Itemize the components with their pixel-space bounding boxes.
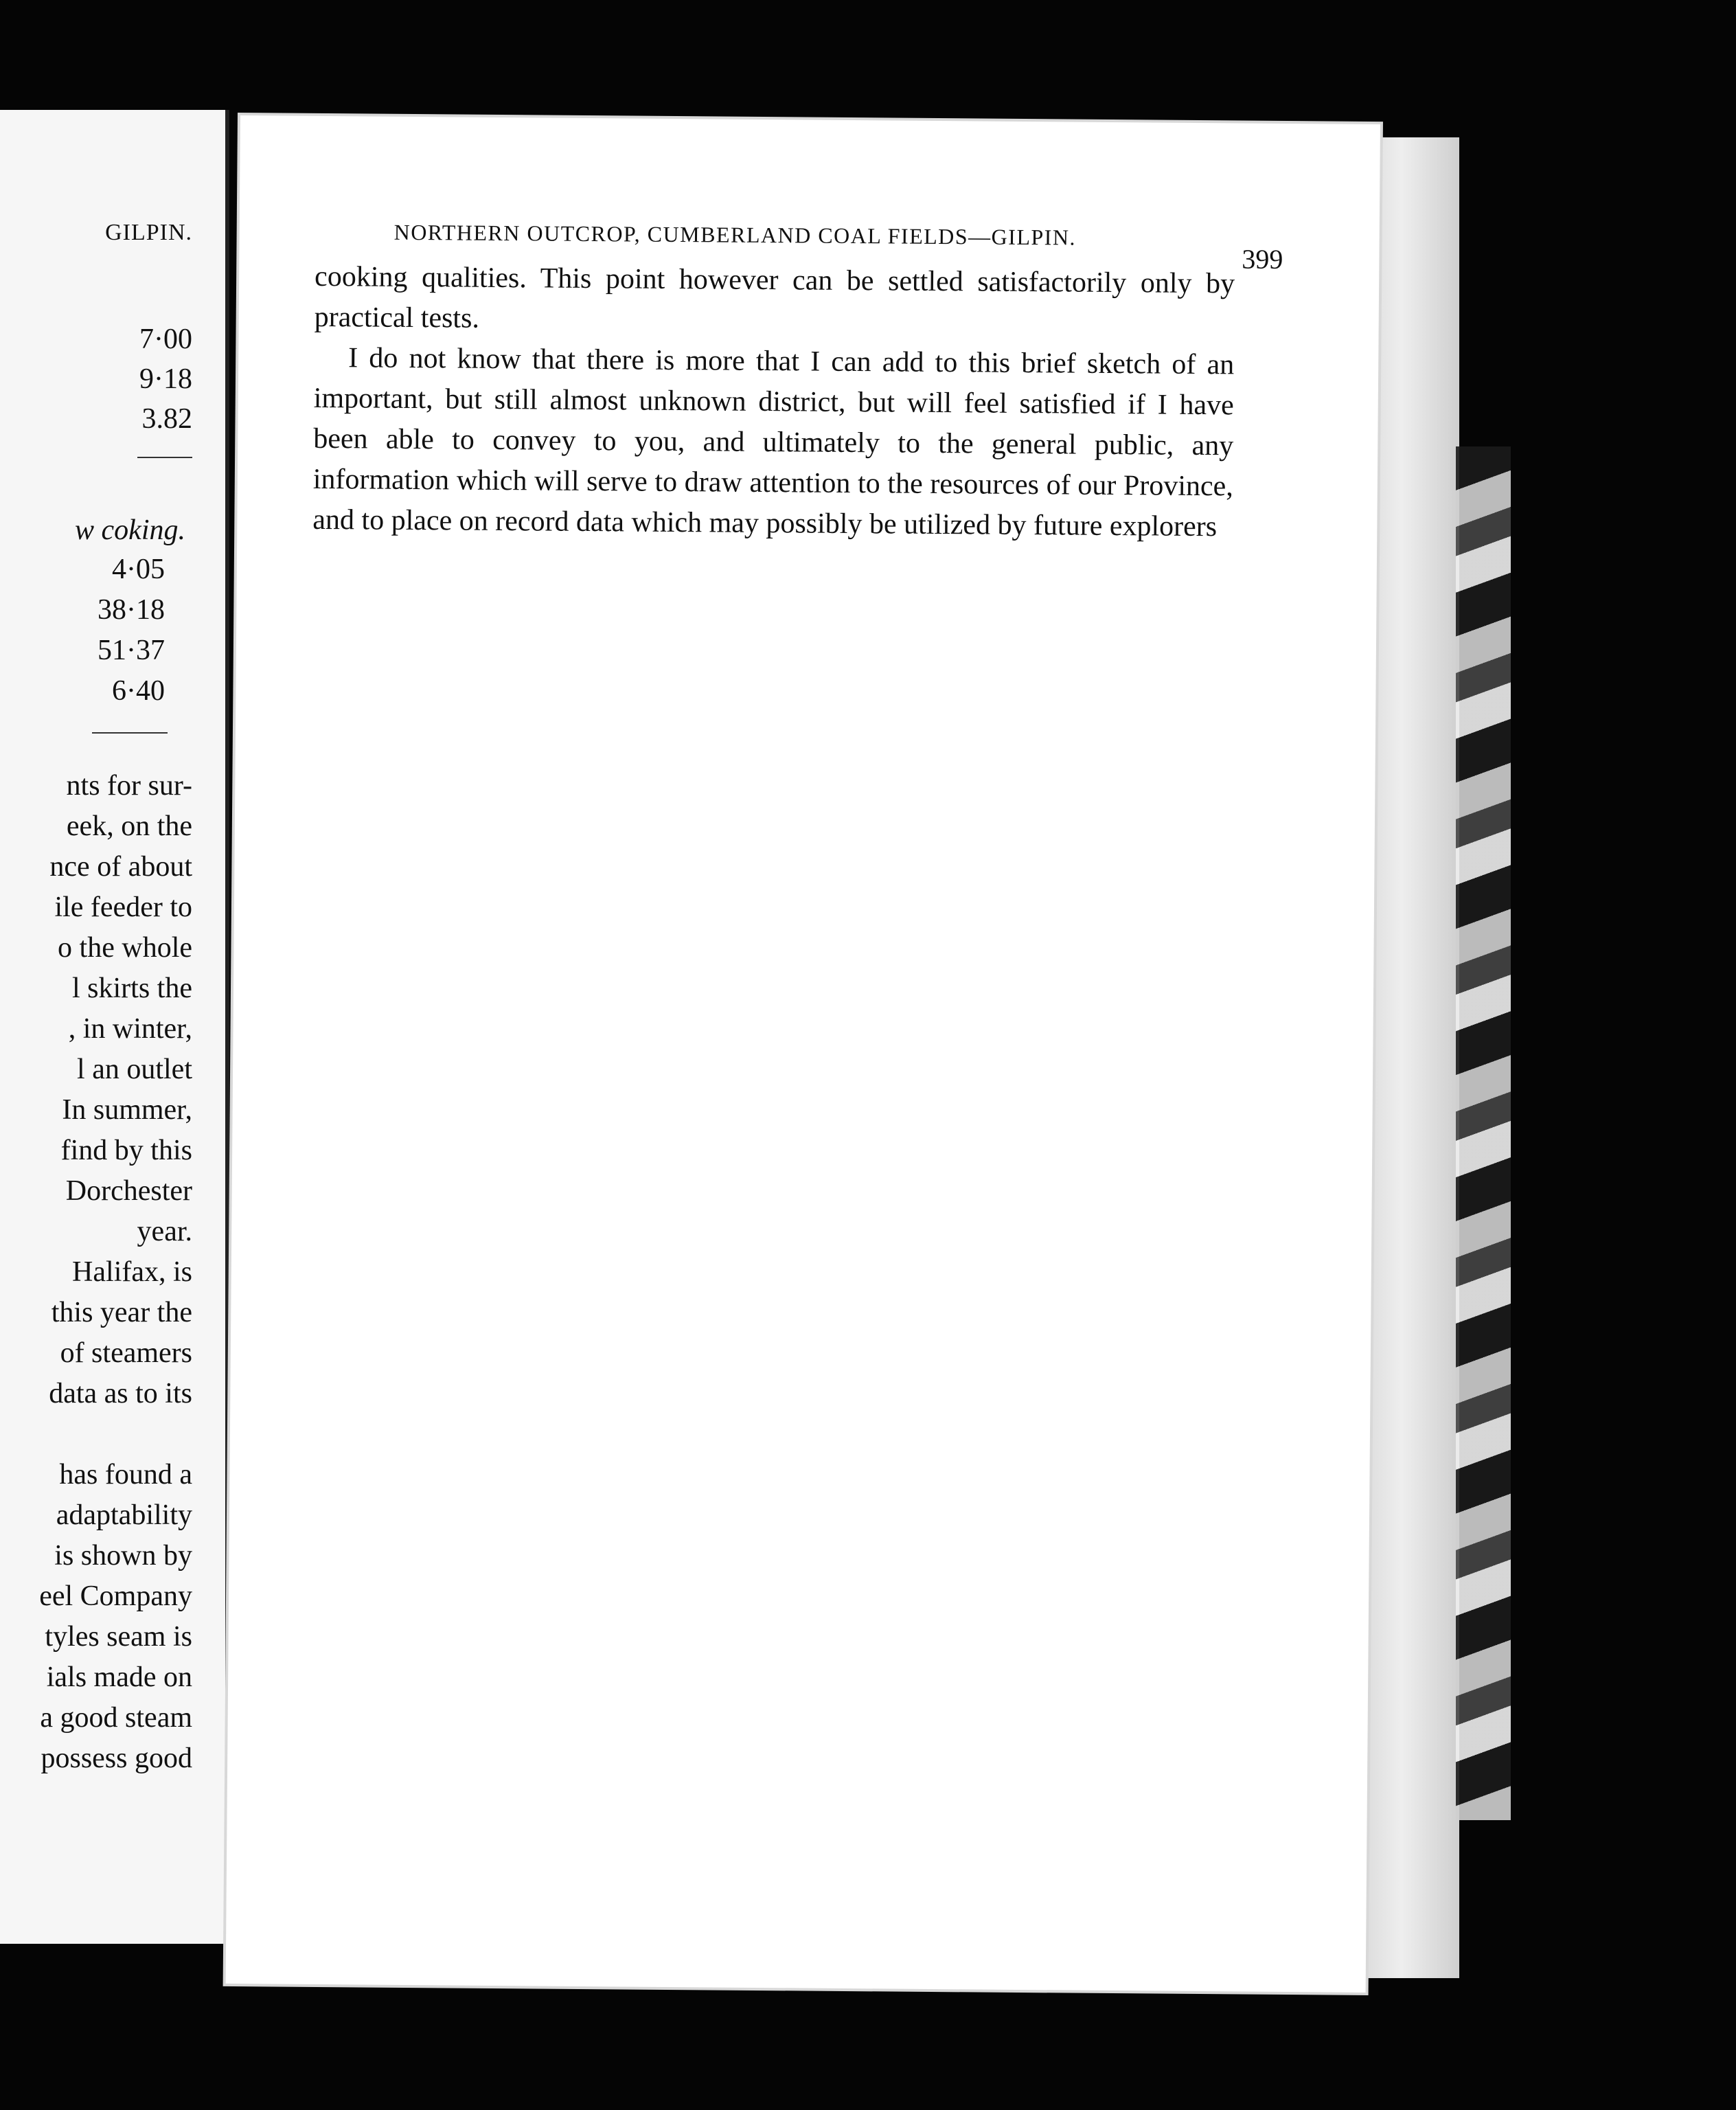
left-line: data as to its <box>49 1378 192 1409</box>
left-value: 4·05 <box>112 554 165 585</box>
left-line: ile feeder to <box>54 892 192 923</box>
left-line: year. <box>137 1216 192 1247</box>
left-italic-label: w coking. <box>75 514 185 546</box>
left-rule <box>92 732 168 734</box>
left-value: 7·00 <box>139 324 192 355</box>
left-value: 51·37 <box>98 635 165 666</box>
body-text <box>312 257 1235 548</box>
left-line: eel Company <box>39 1580 192 1612</box>
left-line: find by this <box>60 1135 192 1166</box>
left-value: 6·40 <box>112 675 165 707</box>
left-line: has found a <box>59 1459 192 1490</box>
left-line: l skirts the <box>72 973 192 1004</box>
left-value: 9·18 <box>139 363 192 395</box>
left-line: Halifax, is <box>72 1256 192 1288</box>
left-line: a good steam <box>40 1702 192 1734</box>
left-line: ials made on <box>46 1661 192 1693</box>
left-page-text <box>39 766 192 1779</box>
main-page <box>226 115 1380 1993</box>
left-value: 38·18 <box>98 594 165 626</box>
left-line: possess good <box>41 1743 192 1774</box>
left-page-header: GILPIN. <box>105 220 192 245</box>
left-line: adaptability <box>56 1499 192 1531</box>
left-line: nts for sur- <box>66 770 192 802</box>
running-head: NORTHERN OUTCROP, CUMBERLAND COAL FIELDS—GILPIN. <box>393 219 1077 250</box>
left-line: tyles seam is <box>45 1621 192 1653</box>
left-line: o the whole <box>58 932 192 964</box>
left-line: is shown by <box>54 1540 192 1572</box>
page-number: 399 <box>1242 243 1283 275</box>
left-value: 3.82 <box>141 403 192 435</box>
marbled-edge <box>1456 446 1511 1820</box>
left-line: this year the <box>51 1297 192 1328</box>
left-page <box>0 110 229 1944</box>
left-line: , in winter, <box>68 1013 192 1045</box>
left-rule <box>137 457 192 458</box>
left-line: of steamers <box>60 1337 192 1369</box>
left-line: Dorchester <box>65 1175 192 1207</box>
left-line: In summer, <box>62 1094 192 1126</box>
paragraph: I do not know that there is more that I can add to this brief sketch of an important, but still almost unknown district, but will feel satisfied if I have been able to convey to you, and ultimately to the general public, any information which will serve to draw attention to the resources of our Province, and to place on record data which may possibly be utilized by future explorers <box>312 342 1235 543</box>
left-line: l an outlet <box>77 1054 192 1085</box>
left-line: nce of about <box>49 851 192 883</box>
left-line: eek, on the <box>66 810 192 842</box>
paragraph: cooking qualities. This point however can be settled satisfactorily only by practical tests. <box>314 260 1235 334</box>
left-line <box>39 1414 192 1455</box>
